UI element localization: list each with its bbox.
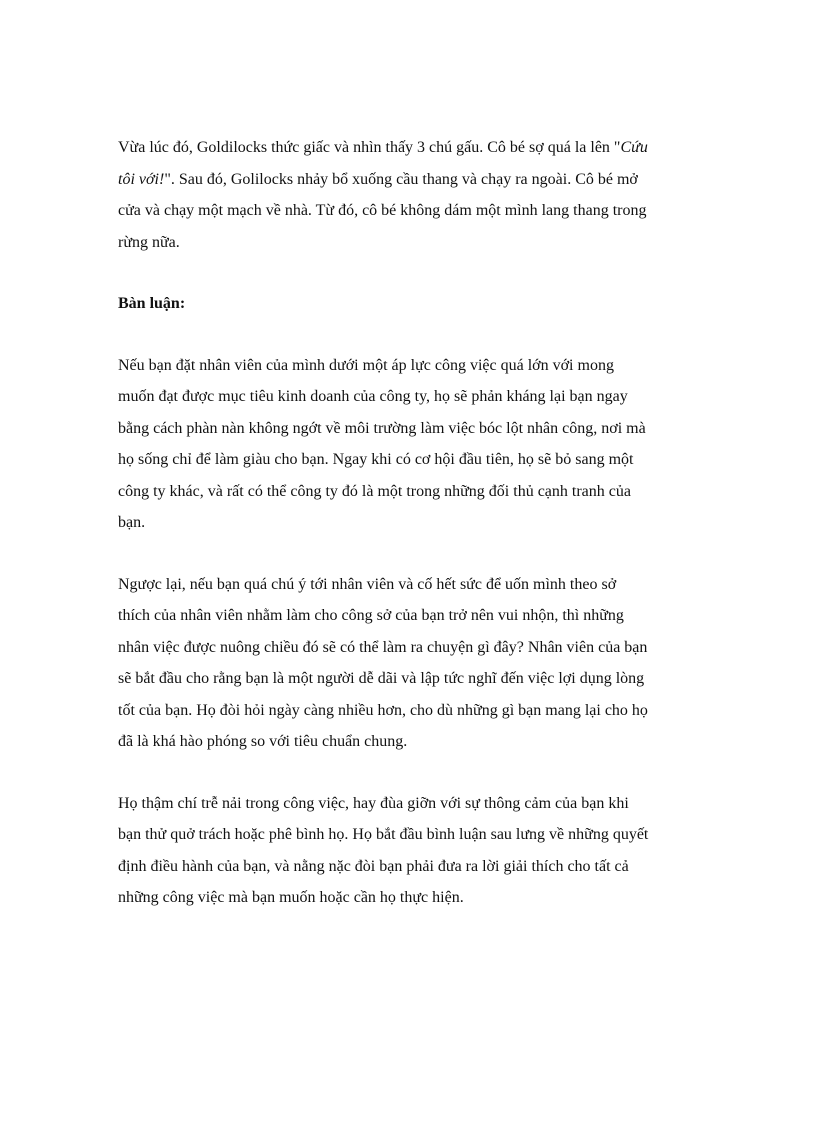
- paragraph-consequences: [118, 788, 708, 914]
- text-line: Họ thậm chí trễ nải trong công việc, hay đùa giỡn với sự thông cảm của bạn khi: [118, 794, 629, 812]
- text-line: bạn thử quở trách hoặc phê bình họ. Họ bắt đầu bình luận sau lưng về những quyết: [118, 826, 649, 843]
- text-line: công ty khác, và rất có thể công ty đó là một trong những đối thủ cạnh tranh của: [118, 482, 631, 500]
- text-line: định điều hành của bạn, và nằng nặc đòi bạn phải đưa ra lời giải thích cho tất cả: [118, 857, 629, 875]
- text-line: rừng nữa.: [118, 233, 180, 251]
- text-line: [118, 132, 708, 164]
- section-heading: Bàn luận:: [118, 295, 186, 312]
- text-line: muốn đạt được mục tiêu kinh doanh của công ty, họ sẽ phản kháng lại bạn ngay: [118, 388, 628, 405]
- paragraph-pressure: [118, 350, 708, 539]
- paragraph-indulgence: [118, 569, 708, 758]
- text-line: [118, 164, 708, 196]
- italic-text: tôi với!: [118, 170, 165, 188]
- text-line: cửa và chạy một mạch về nhà. Từ đó, cô bé không dám một mình lang thang trong: [118, 202, 647, 219]
- text-line: đã là khá hào phóng so với tiêu chuẩn chung.: [118, 733, 408, 750]
- text-line: sẽ bắt đầu cho rằng bạn là một người dễ dãi và lập tức nghĩ đến việc lợi dụng lòng: [118, 670, 645, 687]
- text-line: Ngược lại, nếu bạn quá chú ý tới nhân viên và cố hết sức để uốn mình theo sở: [118, 575, 617, 593]
- text-line: những công việc mà bạn muốn hoặc cần họ thực hiện.: [118, 889, 464, 906]
- text-span: Vừa lúc đó, Goldilocks thức giấc và nhìn thấy 3 chú gấu. Cô bé sợ quá la lên ": [118, 139, 621, 156]
- text-line: bạn.: [118, 514, 146, 531]
- text-line: tốt của bạn. Họ đòi hỏi ngày càng nhiều hơn, cho dù những gì bạn mang lại cho họ: [118, 701, 648, 719]
- text-line: họ sống chỉ để làm giàu cho bạn. Ngay khi có cơ hội đầu tiên, họ sẽ bỏ sang một: [118, 451, 634, 468]
- text-line: thích của nhân viên nhằm làm cho công sở của bạn trở nên vui nhộn, thì những: [118, 607, 624, 624]
- text-line: Nếu bạn đặt nhân viên của mình dưới một áp lực công việc quá lớn với mong: [118, 356, 614, 374]
- document-page: [118, 132, 708, 944]
- text-line: nhân việc được nuông chiều đó sẽ có thể làm ra chuyện gì đây? Nhân viên của bạn: [118, 638, 648, 656]
- paragraph-story-ending: [118, 132, 708, 258]
- italic-text: Cứu: [620, 139, 648, 156]
- text-line: bằng cách phàn nàn không ngớt về môi trường làm việc bóc lột nhân công, nơi mà: [118, 419, 646, 437]
- text-span: ". Sau đó, Golilocks nhảy bổ xuống cầu thang và chạy ra ngoài. Cô bé mở: [164, 170, 638, 188]
